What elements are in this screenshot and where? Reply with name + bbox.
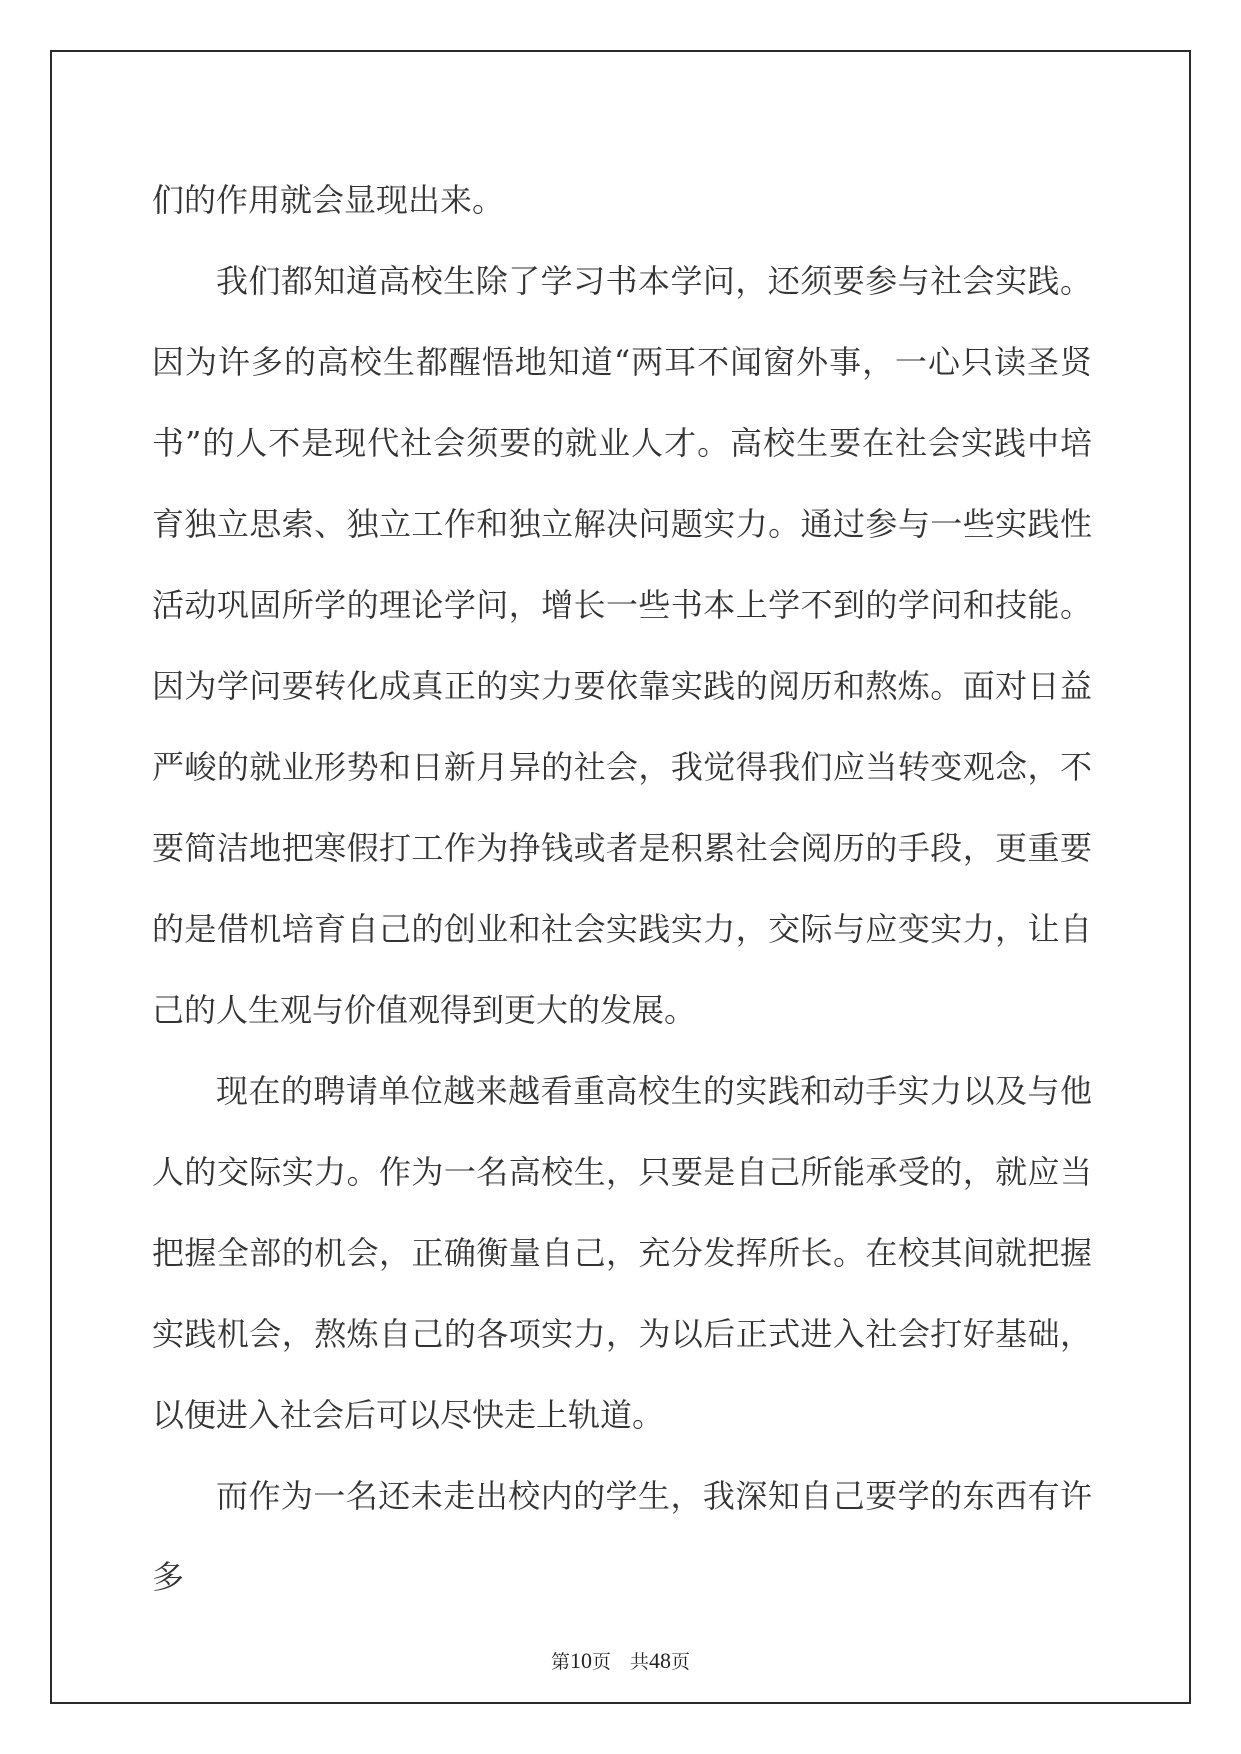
footer-suffix: 页 (671, 1651, 691, 1673)
footer-prefix: 第 (550, 1651, 570, 1673)
paragraph: 我们都知道高校生除了学习书本学问，还须要参与社会实践。因为许多的高校生都醒悟地知道“两耳不闻窗外事，一心只读圣贤书”的人不是现代社会须要的就业人才。高校生要在社会实践中培育独立思索、独立工作和独立解决问题实力。通过参与一些实践性活动巩固所学的理论学问，增长一些书本上学不到的学问和技能。因为学问要转化成真正的实力要依靠实践的阅历和熬炼。面对日益严峻的就业形势和日新月异的社会，我觉得我们应当转变观念，不要简洁地把寒假打工作为挣钱或者是积累社会阅历的手段，更重要的是借机培育自己的创业和社会实践实力，交际与应变实力，让自己的人生观与价值观得到更大的发展。 (152, 262, 1092, 1029)
paragraph: 现在的聘请单位越来越看重高校生的实践和动手实力以及与他人的交际实力。作为一名高校生，只要是自己所能承受的，就应当把握全部的机会，正确衡量自己，充分发挥所长。在校其间就把握实践机会，熬炼自己的各项实力，为以后正式进入社会打好基础，以便进入社会后可以尽快走上轨道。 (152, 1072, 1092, 1434)
paragraph-continuation: 们的作用就会显现出来。 (152, 181, 505, 219)
paragraph: 而作为一名还未走出校内的学生，我深知自己要学的东西有许多 (152, 1477, 1092, 1596)
document-body (152, 160, 1092, 1618)
footer-middle: 页 共 (591, 1651, 649, 1673)
page-footer (0, 1648, 1241, 1675)
page-number: 10 (569, 1648, 592, 1673)
total-pages: 48 (649, 1648, 671, 1673)
